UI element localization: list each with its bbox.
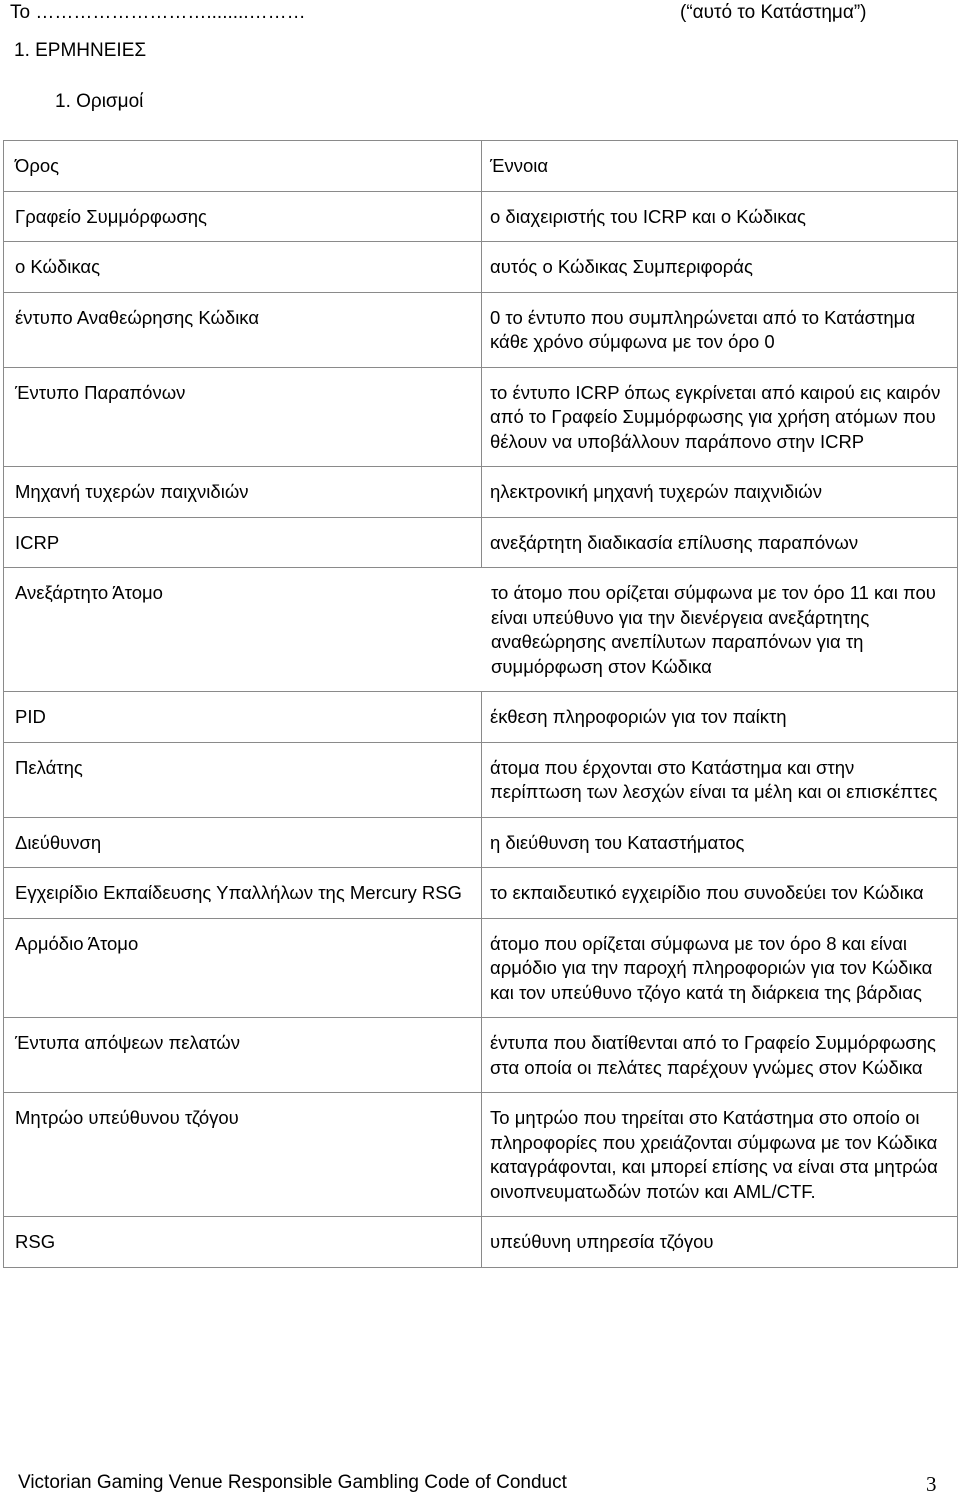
table-row [4,191,958,242]
table-row [4,467,958,518]
definitions-table [3,140,958,1268]
meaning-cell: η διεύθυνση του Καταστήματος [482,817,958,868]
table-row [4,692,958,743]
meaning-cell: έντυπα που διατίθενται από το Γραφείο Συμμόρφωσης στα οποία οι πελάτες παρέχουν γνώμες στον Κώδικα [482,1018,958,1093]
term-cell: Γραφείο Συμμόρφωσης [4,191,482,242]
table-row [4,817,958,868]
venue-alias: (“αυτό το Κατάστημα”) [680,2,867,23]
term-cell: Εγχειρίδιο Εκπαίδευσης Υπαλλήλων της Mercury RSG [4,868,482,919]
term-cell: Έντυπο Παραπόνων [4,367,482,467]
term-cell: ICRP [4,517,482,568]
table-row [4,1093,958,1217]
meaning-cell: το έντυπο ICRP όπως εγκρίνεται από καιρού εις καιρόν από το Γραφείο Συμμόρφωσης για χρήση ατόμων που θέλουν να υποβάλλουν παράπονο στην ICRP [482,367,958,467]
term-cell: Διεύθυνση [4,817,482,868]
term-cell: ο Κώδικας [4,242,482,293]
meaning-cell: Το μητρώο που τηρείται στο Κατάστημα στο οποίο οι πληροφορίες που χρειάζονται σύμφωνα με τον Κώδικα καταγράφονται, και μπορεί επίσης να είναι στα μητρώα οινοπνευματωδών ποτών και AML/CTF. [482,1093,958,1217]
term-cell: έντυπο Αναθεώρησης Κώδικα [4,292,482,367]
meaning-cell: ηλεκτρονική μηχανή τυχερών παιχνιδιών [482,467,958,518]
subsection-heading: 1. Ορισμοί [55,91,144,112]
table-row [4,292,958,367]
term-cell: Πελάτης [4,742,482,817]
top-line [10,2,867,24]
meaning-cell: ο διαχειριστής του ICRP και ο Κώδικας [482,191,958,242]
meaning-cell: 0 το έντυπο που συμπληρώνεται από το Κατάστημα κάθε χρόνο σύμφωνα με τον όρο 0 [482,292,958,367]
term-cell: Έντυπα απόψεων πελατών [4,1018,482,1093]
term-cell: Μητρώο υπεύθυνου τζόγου [4,1093,482,1217]
table-header-row [4,141,958,192]
meaning-cell: άτομα που έρχονται στο Κατάστημα και στην περίπτωση των λεσχών είναι τα μέλη και οι επισκέπτες [482,742,958,817]
meaning-cell: έκθεση πληροφοριών για τον παίκτη [482,692,958,743]
table-row [4,1018,958,1093]
footer-title: Victorian Gaming Venue Responsible Gambling Code of Conduct [18,1472,567,1493]
table-row-merged [4,568,958,692]
column-header-term: Όρος [4,141,482,192]
section-heading: 1. ΕΡΜΗΝΕΙΕΣ [14,40,147,61]
meaning-cell: το εκπαιδευτικό εγχειρίδιο που συνοδεύει τον Κώδικα [482,868,958,919]
meaning-cell: ανεξάρτητη διαδικασία επίλυσης παραπόνων [482,517,958,568]
table-row [4,1217,958,1268]
meaning-cell: υπεύθυνη υπηρεσία τζόγου [482,1217,958,1268]
table-row [4,242,958,293]
venue-name-blank: Το ………………………........……… [10,2,306,23]
table-row [4,367,958,467]
column-header-meaning: Έννοια [482,141,958,192]
term-cell: Αρμόδιο Άτομο [4,918,482,1018]
merged-cell [4,568,958,692]
table-row [4,742,958,817]
page-number: 3 [926,1472,937,1496]
term-cell: Μηχανή τυχερών παιχνιδιών [4,467,482,518]
meaning-cell: αυτός ο Κώδικας Συμπεριφοράς [482,242,958,293]
term-text: Ανεξάρτητο Άτομο [15,582,163,603]
meaning-text: το άτομο που ορίζεται σύμφωνα με τον όρο 11 και που είναι υπεύθυνο για την διενέργεια ανεξάρτητης αναθεώρησης ανεπίλυτων παραπόνων για τη συμμόρφωση στον Κώδικα [491,582,936,677]
term-cell: PID [4,692,482,743]
table-row [4,918,958,1018]
term-cell: RSG [4,1217,482,1268]
table-row [4,517,958,568]
table-row [4,868,958,919]
meaning-cell: άτομο που ορίζεται σύμφωνα με τον όρο 8 και είναι αρμόδιο για την παροχή πληροφοριών για τον Κώδικα και τον υπεύθυνο τζόγο κατά τη διάρκεια της βάρδιας [482,918,958,1018]
